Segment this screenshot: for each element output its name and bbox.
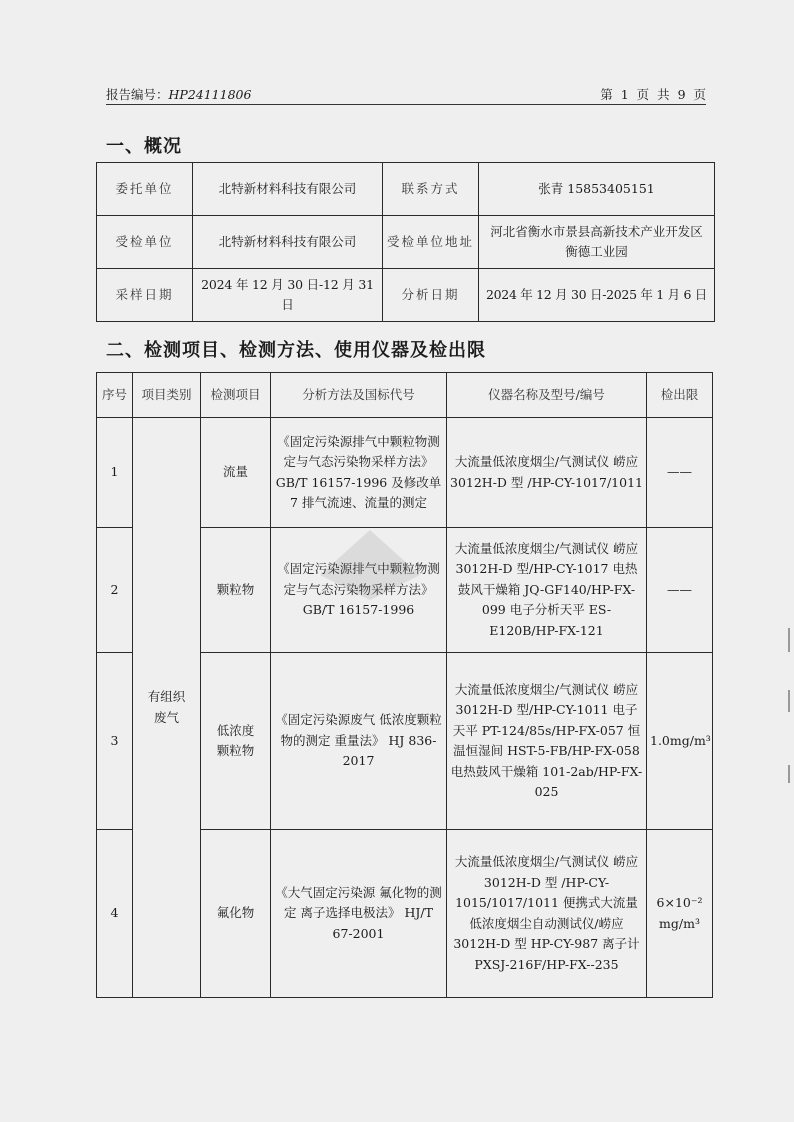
row-instrument: 大流量低浓度烟尘/气测试仪 崂应 3012H-D 型 /HP-CY-1017/1011 xyxy=(447,418,647,528)
row-item: 低浓度颗粒物 xyxy=(201,653,271,830)
row-item: 流量 xyxy=(201,418,271,528)
row-seq: 2 xyxy=(97,528,133,653)
margin-mark xyxy=(788,765,790,783)
contact-value: 张青 15853405151 xyxy=(479,163,715,216)
client-label: 委托单位 xyxy=(97,163,193,216)
row-instrument: 大流量低浓度烟尘/气测试仪 崂应 3012H-D 型 /HP-CY-1015/1017/1011 便携式大流量低浓度烟尘自动测试仪/崂应 3012H-D 型 HP-CY-987 离子计 PXSJ-216F/HP-FX--235 xyxy=(447,830,647,998)
inspected-unit-label: 受检单位 xyxy=(97,216,193,269)
table-header-row xyxy=(97,373,713,418)
col-limit: 检出限 xyxy=(647,373,713,418)
row-instrument: 大流量低浓度烟尘/气测试仪 崂应 3012H-D 型/HP-CY-1011 电子天平 PT-124/85s/HP-FX-057 恒温恒湿间 HST-5-FB/HP-FX-058 电热鼓风干燥箱 101-2ab/HP-FX-025 xyxy=(447,653,647,830)
row-category: 有组织废气 xyxy=(133,418,201,998)
row-seq: 3 xyxy=(97,653,133,830)
row-seq: 4 xyxy=(97,830,133,998)
margin-mark xyxy=(788,628,790,652)
col-item: 检测项目 xyxy=(201,373,271,418)
row-limit: 1.0mg/m³ xyxy=(647,653,713,830)
page-info: 第 1 页 共 9 页 xyxy=(600,87,706,102)
section-overview-title: 一、概况 xyxy=(106,136,182,157)
row-method: 《固定污染源排气中颗粒物测定与气态污染物采样方法》 GB/T 16157-1996 及修改单 7 排气流速、流量的测定 xyxy=(271,418,447,528)
col-method: 分析方法及国标代号 xyxy=(271,373,447,418)
inspected-unit-value: 北特新材料科技有限公司 xyxy=(193,216,383,269)
col-category: 项目类别 xyxy=(133,373,201,418)
sampling-date-label: 采样日期 xyxy=(97,269,193,322)
row-limit: —— xyxy=(647,418,713,528)
address-value: 河北省衡水市景县高新技术产业开发区衡德工业园 xyxy=(479,216,715,269)
row-method: 《固定污染源排气中颗粒物测定与气态污染物采样方法》 GB/T 16157-1996 xyxy=(271,528,447,653)
table-row xyxy=(97,269,715,322)
table-row xyxy=(97,216,715,269)
row-limit: 6×10⁻² mg/m³ xyxy=(647,830,713,998)
table-row xyxy=(97,418,713,528)
sampling-date-value: 2024 年 12 月 30 日-12 月 31 日 xyxy=(193,269,383,322)
report-number: 报告编号：HP24111806 xyxy=(106,87,252,102)
analysis-date-value: 2024 年 12 月 30 日-2025 年 1 月 6 日 xyxy=(479,269,715,322)
section-methods-title: 二、检测项目、检测方法、使用仪器及检出限 xyxy=(106,340,486,361)
page-header xyxy=(106,82,706,105)
row-seq: 1 xyxy=(97,418,133,528)
row-limit: —— xyxy=(647,528,713,653)
col-seq: 序号 xyxy=(97,373,133,418)
contact-label: 联系方式 xyxy=(383,163,479,216)
row-method: 《大气固定污染源 氟化物的测定 离子选择电极法》 HJ/T 67-2001 xyxy=(271,830,447,998)
client-value: 北特新材料科技有限公司 xyxy=(193,163,383,216)
margin-mark xyxy=(788,690,790,712)
row-item: 颗粒物 xyxy=(201,528,271,653)
row-instrument: 大流量低浓度烟尘/气测试仪 崂应 3012H-D 型/HP-CY-1017 电热鼓风干燥箱 JQ-GF140/HP-FX-099 电子分析天平 ES-E120B/HP-FX-121 xyxy=(447,528,647,653)
row-item: 氟化物 xyxy=(201,830,271,998)
row-method: 《固定污染源废气 低浓度颗粒物的测定 重量法》 HJ 836-2017 xyxy=(271,653,447,830)
table-row xyxy=(97,163,715,216)
col-instrument: 仪器名称及型号/编号 xyxy=(447,373,647,418)
analysis-date-label: 分析日期 xyxy=(383,269,479,322)
address-label: 受检单位地址 xyxy=(383,216,479,269)
methods-table xyxy=(96,372,713,998)
overview-table xyxy=(96,162,715,322)
